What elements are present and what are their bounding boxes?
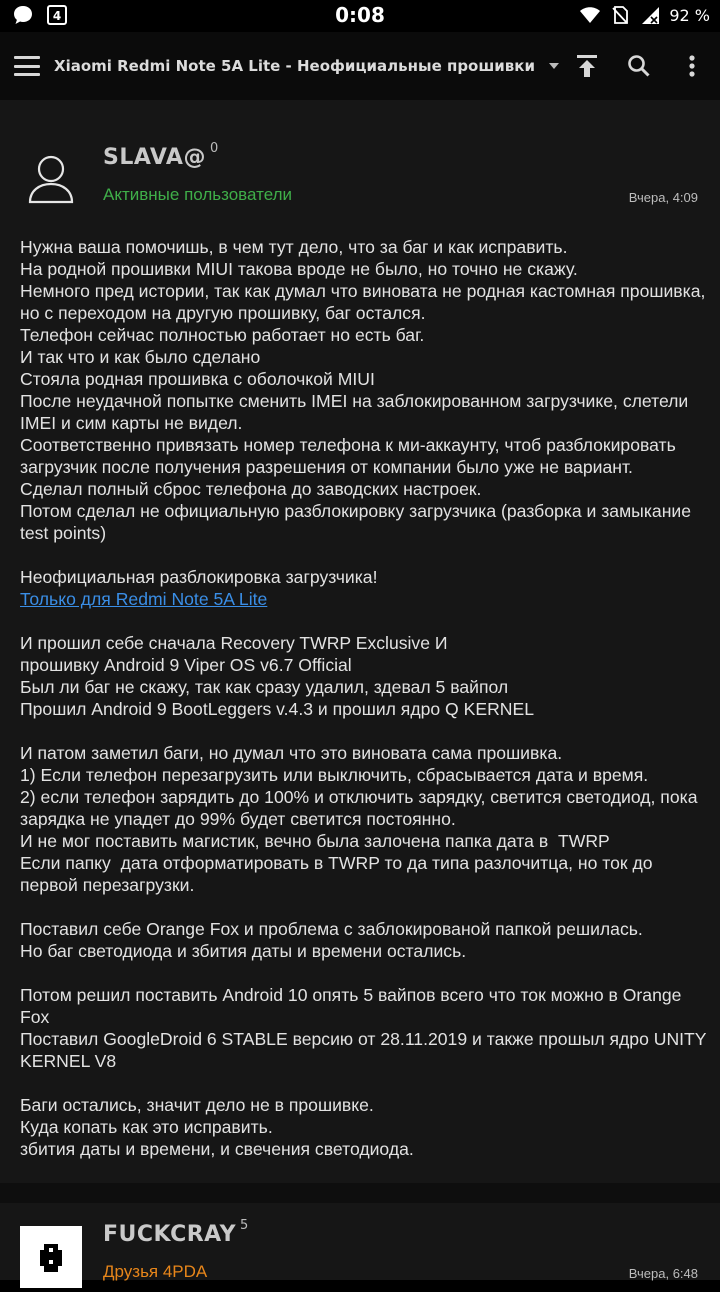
scroll-top-icon[interactable] <box>565 44 609 88</box>
blank-line <box>20 896 710 918</box>
blank-line <box>20 720 710 742</box>
post-text-line: прошивку Android 9 Viper OS v6.7 Official <box>20 655 352 675</box>
post-text-line: И не мог поставить магистик, вечно была залочена папка дата в TWRP <box>20 831 610 851</box>
post-text-line: Если папку дата отформатировать в TWRP то да типа разлочитца, но ток до первой перезагрузки. <box>20 853 658 895</box>
post-text-line: 2) если телефон зарядить до 100% и отключить зарядку, светится светодиод, пока зарядка не упадет до 99% будет светится постоянно. <box>20 787 703 829</box>
blank-line <box>20 1072 710 1094</box>
status-bar <box>0 0 720 32</box>
post-text-line: Потом решил поставить Android 10 опять 5 вайпов всего что ток можно в Orange Fox <box>20 985 687 1027</box>
no-sim-icon <box>609 4 631 26</box>
post-text-line: Был ли баг не скажу, так как сразу удалил, здевал 5 вайпол <box>20 677 509 697</box>
search-icon[interactable] <box>617 44 661 88</box>
user-group: Активные пользователи <box>103 185 293 204</box>
post-text-line: Немного пред истории, так как думал что виновата не родная кастомная прошивка, но с переходом на другую прошивку, баг остался. <box>20 281 711 323</box>
reputation-count: 0 <box>209 141 219 156</box>
post-text-line: Но баг светодиода и збития даты и времени остались. <box>20 941 467 961</box>
post-text-line: Стояла родная прошивка с оболочкой MIUI <box>20 369 375 389</box>
post-text-line: 1) Если телефон перезагрузить или выключить, сбрасывается дата и время. <box>20 765 649 785</box>
more-vert-icon[interactable] <box>670 44 714 88</box>
post-text-line: На родной прошивки MIUI такова вроде не было, но точно не скажу. <box>20 259 578 279</box>
signal-icon <box>639 4 661 26</box>
app-toolbar <box>0 32 720 100</box>
username[interactable]: FUCKCRAY <box>103 1222 237 1247</box>
user-group: Друзья 4PDA <box>103 1262 208 1281</box>
post-text-line: Неофициальная разблокировка загрузчика! <box>20 567 378 587</box>
blank-line <box>20 962 710 984</box>
avatar-pixel-icon[interactable] <box>20 1226 82 1288</box>
post-date: Вчера, 6:48 <box>628 1266 698 1281</box>
post-link-line <box>20 588 710 610</box>
post-text-line: Куда копать как это исправить. <box>20 1117 273 1137</box>
post-divider <box>0 1183 720 1203</box>
menu-icon[interactable] <box>14 56 40 76</box>
svg-text:4: 4 <box>52 9 62 23</box>
post-body <box>20 236 710 1160</box>
post-text-line: И так что и как было сделано <box>20 347 261 367</box>
battery-percent: 92 % <box>669 5 710 25</box>
firmware-link[interactable]: Только для Redmi Note 5A Lite <box>20 589 268 609</box>
blank-line <box>20 610 710 632</box>
post-text-line: Нужна ваша помочишь, в чем тут дело, что за баг и как исправить. <box>20 237 568 257</box>
post-text-line: Поставил GoogleDroid 6 STABLE версию от 28.11.2019 и также прошыл ядро UNITY KERNEL V8 <box>20 1029 712 1071</box>
dropdown-caret-icon[interactable] <box>549 63 559 69</box>
post-author-name[interactable] <box>103 141 219 170</box>
post-date: Вчера, 4:09 <box>628 190 698 205</box>
post-text-line: Поставил себе Orange Fox и проблема с заблокированой папкой решилась. <box>20 919 643 939</box>
blank-line <box>20 544 710 566</box>
post-text-line: Телефон сейчас полностью работает но есть баг. <box>20 325 425 345</box>
clock: 0:08 <box>335 3 385 27</box>
post-text-line: Прошил Android 9 BootLeggers v.4.3 и прошил ядро Q KERNEL <box>20 699 535 719</box>
post-text-line: Потом сделал не официальную разблокировку загрузчика (разборка и замыкание test points) <box>20 501 696 543</box>
forum-topic-title[interactable]: Xiaomi Redmi Note 5A Lite - Неофициальные прошивки <box>54 57 535 75</box>
username[interactable]: SLAVA@ <box>103 145 206 170</box>
avatar-default-icon[interactable] <box>20 150 82 212</box>
post-text-line: Сделал полный сброс телефона до заводских настроек. <box>20 479 482 499</box>
reputation-count: 5 <box>240 1218 249 1233</box>
post-text-line: Баги остались, значит дело не в прошивке. <box>20 1095 374 1115</box>
post-text-line: збития даты и времени, и свечения светодиода. <box>20 1139 414 1159</box>
post-text-line: После неудачной попытке сменить IMEI на заблокированном загрузчике, слетели IMEI и сим карты не видел. <box>20 391 694 433</box>
post-text-line: И патом заметил баги, но думал что это виновата сама прошивка. <box>20 743 563 763</box>
post-author-name[interactable] <box>103 1218 249 1247</box>
post-text-line: И прошил себе сначала Recovery TWRP Exclusive И <box>20 633 448 653</box>
post-text-line: Соответственно привязать номер телефона к ми-аккаунту, чтоб разблокировать загрузчик после получения разрешения от компании было уже не вариант. <box>20 435 681 477</box>
wifi-icon <box>579 4 601 26</box>
